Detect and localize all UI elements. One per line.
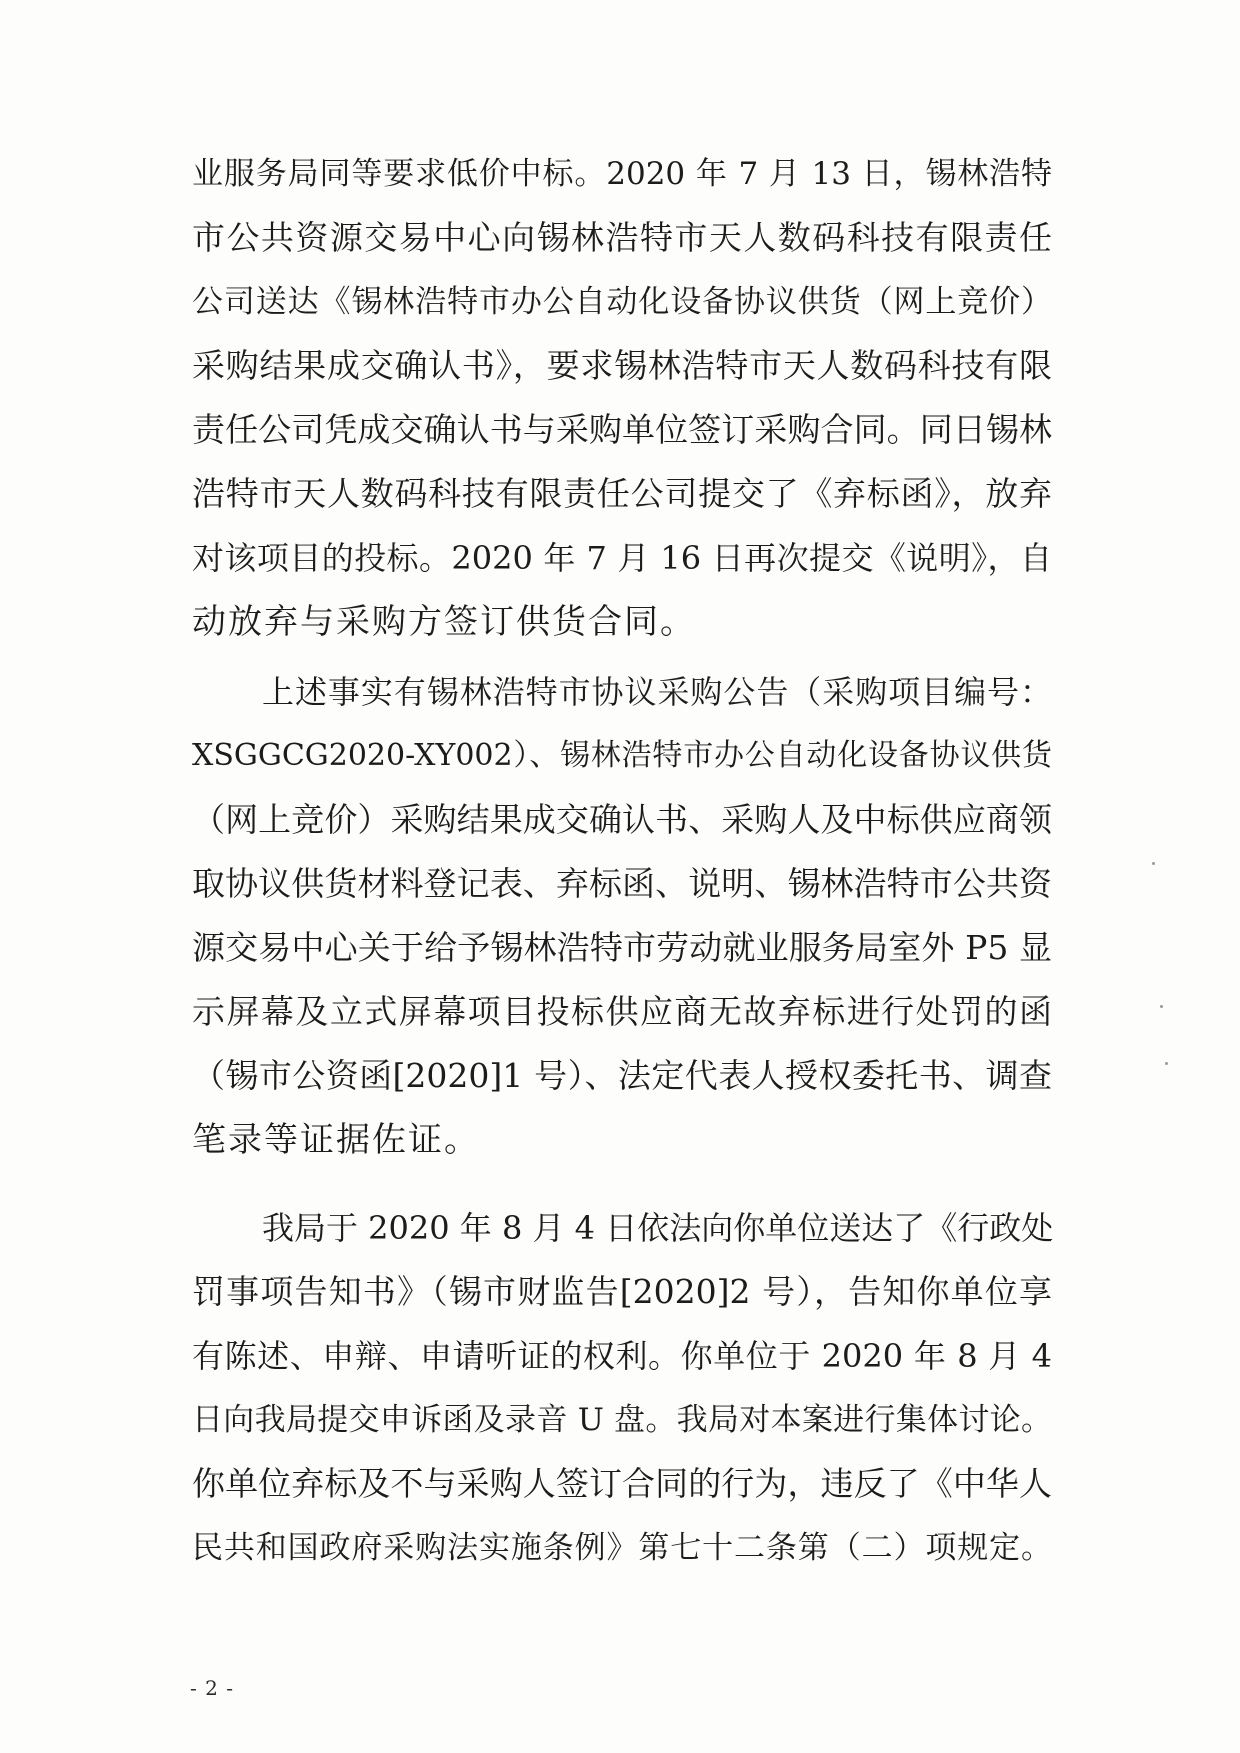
paragraph-1-line-3: 公司送达《锡林浩特市办公自动化设备协议供货（网上竞价） (192, 284, 1052, 320)
paragraph-2-line-2: XSGGCG2020-XY002）、锡林浩特市办公自动化设备协议供货 (192, 738, 1052, 773)
paragraph-2-line-6: 示屏幕及立式屏幕项目投标供应商无故弃标进行处罚的函 (192, 992, 1052, 1031)
paragraph-3-line-6: 民共和国政府采购法实施条例》第七十二条第（二）项规定。 (192, 1530, 1052, 1566)
paragraph-1-line-2: 市公共资源交易中心向锡林浩特市天人数码科技有限责任 (192, 218, 1052, 257)
paragraph-3-line-4: 日向我局提交申诉函及录音 U 盘。我局对本案进行集体讨论。 (192, 1402, 1052, 1438)
paragraph-2-line-8: 笔录等证据佐证。 (192, 1120, 480, 1160)
paragraph-1-line-6: 浩特市天人数码科技有限责任公司提交了《弃标函》，放弃 (192, 474, 1052, 513)
paragraph-1-line-8: 动放弃与采购方签订供货合同。 (192, 602, 696, 642)
paragraph-1-line-4: 采购结果成交确认书》，要求锡林浩特市天人数码科技有限 (192, 346, 1052, 385)
paragraph-1-line-1: 业服务局同等要求低价中标。2020 年 7 月 13 日，锡林浩特 (192, 156, 1052, 192)
page-number: - 2 - (190, 1676, 234, 1700)
paragraph-3-line-2: 罚事项告知书》（锡市财监告[2020]2 号），告知你单位享 (192, 1272, 1052, 1311)
paragraph-1-line-5: 责任公司凭成交确认书与采购单位签订采购合同。同日锡林 (192, 410, 1052, 449)
paragraph-2-line-3: （网上竞价）采购结果成交确认书、采购人及中标供应商领 (192, 800, 1052, 839)
scan-speck (1152, 862, 1155, 865)
paragraph-2-line-5: 源交易中心关于给予锡林浩特市劳动就业服务局室外 P5 显 (192, 928, 1052, 967)
paragraph-3-line-1: 我局于 2020 年 8 月 4 日依法向你单位送达了《行政处 (262, 1209, 1054, 1247)
paragraph-3-line-5: 你单位弃标及不与采购人签订合同的行为，违反了《中华人 (192, 1464, 1052, 1503)
paragraph-2-line-7: （锡市公资函[2020]1 号）、法定代表人授权委托书、调查 (192, 1056, 1052, 1095)
paragraph-1-line-7: 对该项目的投标。2020 年 7 月 16 日再次提交《说明》，自 (192, 539, 1052, 577)
paragraph-2-line-1: 上述事实有锡林浩特市协议采购公告（采购项目编号： (262, 673, 1052, 711)
paragraph-3-line-3: 有陈述、申辩、申请听证的权利。你单位于 2020 年 8 月 4 (192, 1337, 1052, 1375)
scan-speck (1160, 1005, 1163, 1008)
scan-speck (1165, 1062, 1168, 1065)
paragraph-2-line-4: 取协议供货材料登记表、弃标函、说明、锡林浩特市公共资 (192, 864, 1052, 903)
